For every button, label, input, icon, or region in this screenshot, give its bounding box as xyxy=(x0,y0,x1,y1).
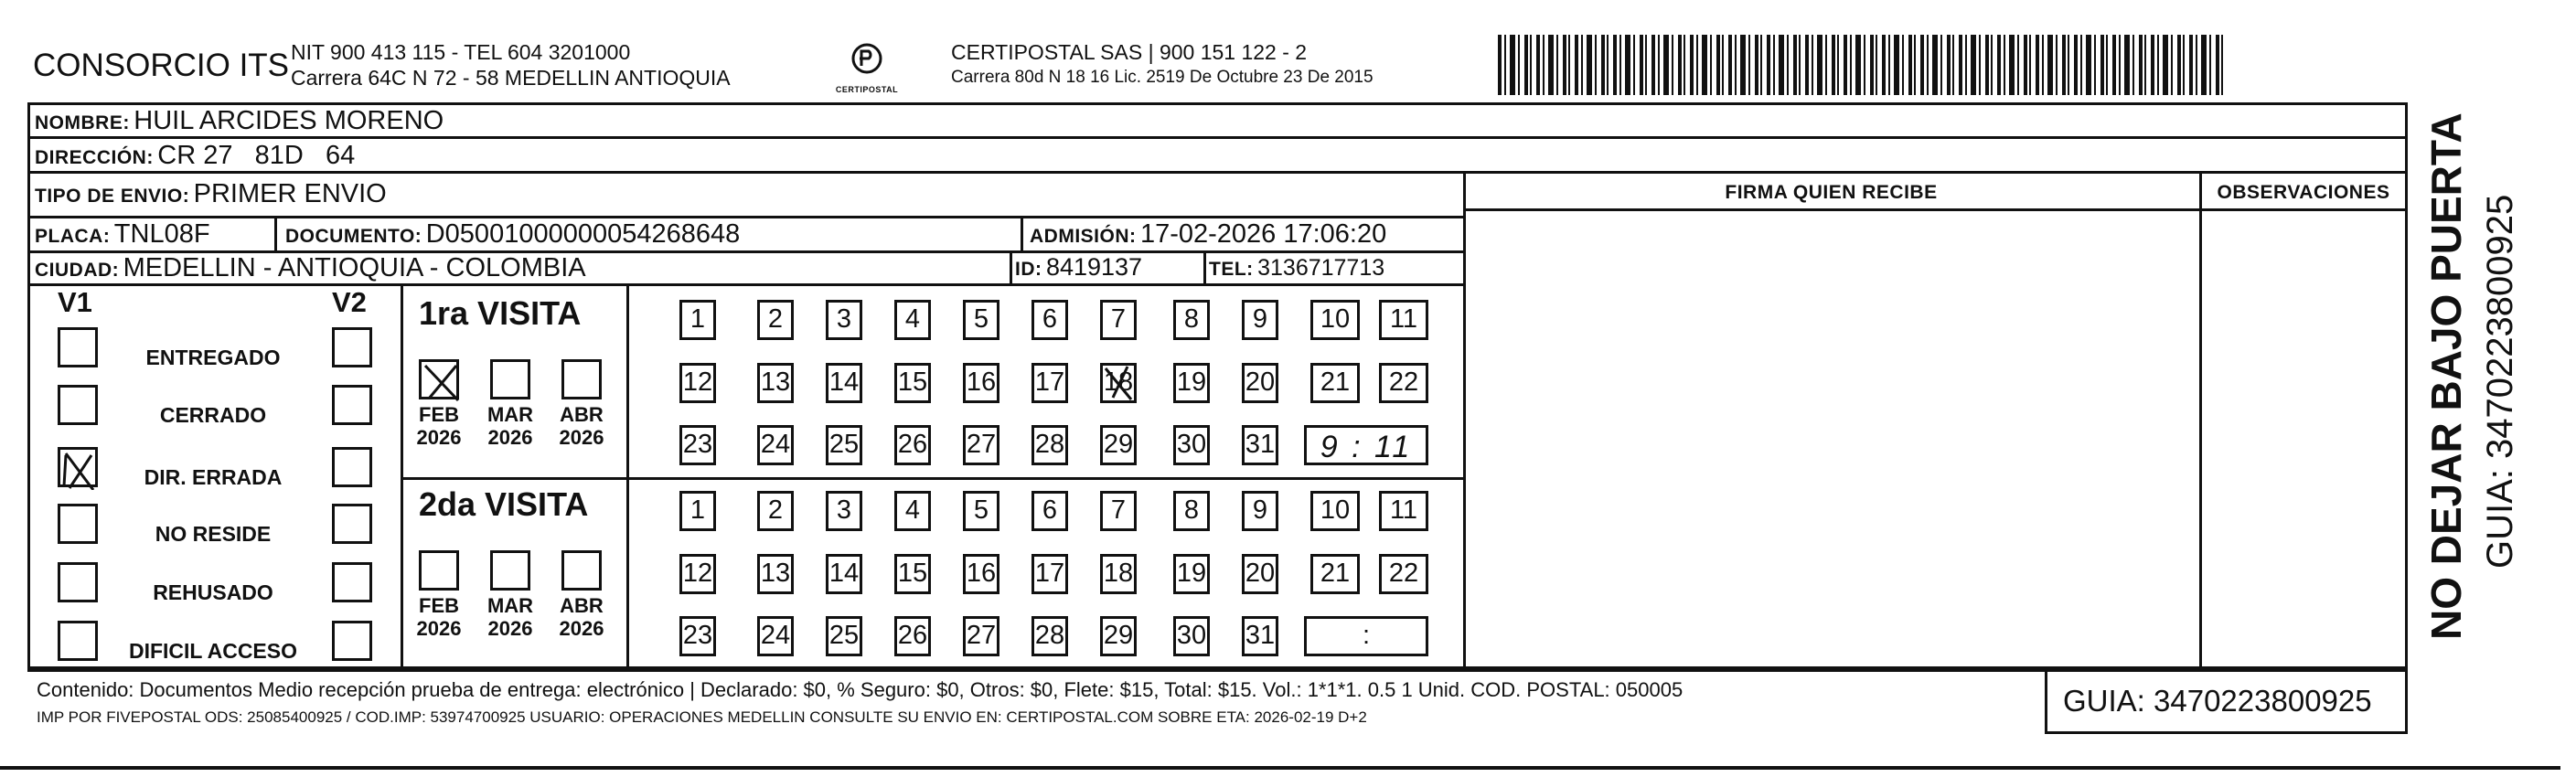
id-value: 8419137 xyxy=(1045,253,1143,281)
day-box[interactable]: 28 xyxy=(1031,616,1068,656)
day-box[interactable]: 7 xyxy=(1100,491,1137,531)
footer-guia: GUIA: 3470223800925 xyxy=(2063,684,2372,718)
direccion-value: CR 27 81D 64 xyxy=(157,141,356,170)
v2-label: V2 xyxy=(332,286,367,318)
nombre-field xyxy=(35,106,444,136)
v1-checkbox[interactable] xyxy=(58,562,98,602)
month-year: 2026 xyxy=(416,426,462,449)
day-box[interactable]: 3 xyxy=(826,491,862,531)
checklist-label: ENTREGADO xyxy=(145,346,281,369)
observaciones-area[interactable] xyxy=(2202,211,2405,668)
day-box[interactable]: 18 xyxy=(1100,363,1137,403)
day-box[interactable]: 2 xyxy=(757,491,794,531)
documento-value: D05001000000054268648 xyxy=(425,219,741,249)
day-box[interactable]: 31 xyxy=(1242,425,1278,465)
second-visit-title: 2da VISITA xyxy=(419,485,589,523)
day-box[interactable]: 29 xyxy=(1100,425,1137,465)
v2-checkbox[interactable] xyxy=(332,327,372,367)
month-checkbox[interactable] xyxy=(419,359,459,399)
day-box[interactable]: 3 xyxy=(826,300,862,340)
admision-value: 17-02-2026 17:06:20 xyxy=(1139,219,1387,249)
footer-line1: Contenido: Documentos Medio recepción prueba de entrega: electrónico | Declarado: $0, % Seguro: $0, Otros: $0, Flete: $15, Total: $15. Vol.: 1*1*1. 0.5 1 Unid. COD. POSTAL: 050005 xyxy=(37,678,1683,701)
v2-checkbox[interactable] xyxy=(332,447,372,487)
day-box[interactable]: 9 xyxy=(1242,300,1278,340)
day-box[interactable]: 20 xyxy=(1242,363,1278,403)
nombre-value: HUIL ARCIDES MORENO xyxy=(134,106,444,135)
company-line2: Carrera 64C N 72 - 58 MEDELLIN ANTIOQUIA xyxy=(291,66,731,90)
day-box[interactable]: 26 xyxy=(894,616,931,656)
barcode xyxy=(1498,35,2226,95)
month-name: MAR xyxy=(486,594,534,617)
documento-label: DOCUMENTO: xyxy=(285,226,422,247)
day-box[interactable]: 27 xyxy=(963,616,999,656)
courier-line1: CERTIPOSTAL SAS | 900 151 122 - 2 xyxy=(951,40,1308,64)
day-box[interactable]: 15 xyxy=(894,554,931,594)
day-box[interactable]: 31 xyxy=(1242,616,1278,656)
v2-checkbox[interactable] xyxy=(332,621,372,661)
day-box[interactable]: 19 xyxy=(1173,363,1210,403)
day-box[interactable]: 9 xyxy=(1242,491,1278,531)
v1-checkbox[interactable] xyxy=(58,447,98,487)
month-year: 2026 xyxy=(487,426,533,449)
day-box[interactable]: 14 xyxy=(826,363,862,403)
day-box[interactable]: 5 xyxy=(963,491,999,531)
day-box[interactable]: 15 xyxy=(894,363,931,403)
direccion-label: DIRECCIÓN: xyxy=(35,147,154,168)
day-box[interactable]: 13 xyxy=(757,554,794,594)
first-visit-time[interactable]: 9 : 11 xyxy=(1304,425,1428,465)
tipo-envio-label: TIPO DE ENVIO: xyxy=(35,186,190,207)
ciudad-value: MEDELLIN - ANTIOQUIA - COLOMBIA xyxy=(123,253,586,282)
month-label xyxy=(406,594,472,640)
tel-label: TEL: xyxy=(1209,259,1254,280)
day-box[interactable]: 1 xyxy=(679,491,716,531)
day-box[interactable]: 5 xyxy=(963,300,999,340)
day-box[interactable]: 23 xyxy=(679,616,716,656)
month-year: 2026 xyxy=(559,617,604,640)
day-box[interactable]: 30 xyxy=(1173,425,1210,465)
day-box[interactable]: 11 xyxy=(1379,300,1428,340)
month-label xyxy=(406,403,472,449)
v1-label: V1 xyxy=(58,286,92,318)
day-box[interactable]: 16 xyxy=(963,554,999,594)
day-box[interactable]: 20 xyxy=(1242,554,1278,594)
day-box[interactable]: 10 xyxy=(1310,300,1360,340)
v2-checkbox[interactable] xyxy=(332,504,372,544)
month-year: 2026 xyxy=(487,617,533,640)
month-label xyxy=(549,594,615,640)
tel-value: 3136717713 xyxy=(1257,255,1385,281)
day-box[interactable]: 12 xyxy=(679,554,716,594)
header xyxy=(0,0,2576,102)
month-checkbox[interactable] xyxy=(561,359,602,399)
checklist-label: CERRADO xyxy=(159,403,267,427)
second-visit-time[interactable]: : xyxy=(1304,616,1428,656)
first-visit-title: 1ra VISITA xyxy=(419,294,582,332)
day-box[interactable]: 17 xyxy=(1031,554,1068,594)
footer-line2: IMP POR FIVEPOSTAL ODS: 25085400925 / COD.IMP: 53974700925 USUARIO: OPERACIONES MEDELLIN CONSULTE SU ENVIO EN: CERTIPOSTAL.COM SOBRE ETA: 2026-02-19 D+2 xyxy=(37,708,1367,726)
logo-text: CERTIPOSTAL xyxy=(835,85,899,94)
day-box[interactable]: 6 xyxy=(1031,491,1068,531)
day-box[interactable]: 28 xyxy=(1031,425,1068,465)
nombre-label: NOMBRE: xyxy=(35,112,130,133)
day-box[interactable]: 17 xyxy=(1031,363,1068,403)
month-label xyxy=(477,594,543,640)
checklist-label: DIR. ERRADA xyxy=(144,465,283,489)
day-box[interactable]: 4 xyxy=(894,300,931,340)
v1-checkbox[interactable] xyxy=(58,504,98,544)
day-box[interactable]: 24 xyxy=(757,425,794,465)
placa-value: TNL08F xyxy=(113,219,210,249)
day-box[interactable]: 22 xyxy=(1379,554,1428,594)
v2-checkbox[interactable] xyxy=(332,385,372,425)
month-name: ABR xyxy=(560,594,604,617)
day-box[interactable]: 21 xyxy=(1310,363,1360,403)
x-mark-icon xyxy=(1100,363,1137,403)
company-name: CONSORCIO ITS xyxy=(33,48,290,83)
x-mark-icon xyxy=(60,450,101,490)
checklist-label: DIFICIL ACCESO xyxy=(128,639,297,663)
day-box[interactable]: 4 xyxy=(894,491,931,531)
checklist-label: REHUSADO xyxy=(153,580,273,604)
day-box[interactable]: 2 xyxy=(757,300,794,340)
direccion-field xyxy=(35,141,355,171)
logo-icon xyxy=(830,40,903,80)
placa-label: PLACA: xyxy=(35,226,111,247)
month-checkbox[interactable] xyxy=(490,359,530,399)
month-label xyxy=(477,403,543,449)
observaciones-header: OBSERVACIONES xyxy=(2217,182,2390,203)
day-box[interactable]: 8 xyxy=(1173,300,1210,340)
day-box[interactable]: 10 xyxy=(1310,491,1360,531)
month-name: FEB xyxy=(419,403,459,426)
ciudad-field xyxy=(35,253,586,283)
x-mark-icon xyxy=(422,362,462,402)
day-box[interactable]: 7 xyxy=(1100,300,1137,340)
admision-label: ADMISIÓN: xyxy=(1030,226,1137,247)
day-box[interactable]: 29 xyxy=(1100,616,1137,656)
month-year: 2026 xyxy=(416,617,462,640)
placa-field xyxy=(35,219,210,250)
day-box[interactable]: 25 xyxy=(826,616,862,656)
month-checkbox[interactable] xyxy=(561,550,602,591)
tipo-envio-value: PRIMER ENVIO xyxy=(193,179,387,208)
id-field xyxy=(1015,253,1142,282)
day-box[interactable]: 19 xyxy=(1173,554,1210,594)
v1-checkbox[interactable] xyxy=(58,621,98,661)
day-box[interactable]: 27 xyxy=(963,425,999,465)
id-label: ID: xyxy=(1015,259,1042,280)
month-year: 2026 xyxy=(559,426,604,449)
admision-field xyxy=(1030,219,1386,250)
day-box[interactable]: 22 xyxy=(1379,363,1428,403)
firma-header: FIRMA QUIEN RECIBE xyxy=(1725,182,1938,203)
month-name: FEB xyxy=(419,594,459,617)
month-checkbox[interactable] xyxy=(490,550,530,591)
checklist xyxy=(30,286,401,669)
v2-checkbox[interactable] xyxy=(332,562,372,602)
day-box[interactable]: 11 xyxy=(1379,491,1428,531)
tipo-envio-field xyxy=(35,179,387,209)
day-box[interactable]: 14 xyxy=(826,554,862,594)
day-box[interactable]: 16 xyxy=(963,363,999,403)
firma-area[interactable] xyxy=(1466,211,2197,668)
documento-field xyxy=(285,219,740,250)
day-box[interactable]: 13 xyxy=(757,363,794,403)
day-box[interactable]: 23 xyxy=(679,425,716,465)
day-box[interactable]: 1 xyxy=(679,300,716,340)
month-name: ABR xyxy=(560,403,604,426)
ciudad-label: CIUDAD: xyxy=(35,260,120,281)
day-box[interactable]: 12 xyxy=(679,363,716,403)
tel-field xyxy=(1209,255,1384,282)
v1-checkbox[interactable] xyxy=(58,327,98,367)
day-box[interactable]: 18 xyxy=(1100,554,1137,594)
month-name: MAR xyxy=(486,403,534,426)
day-box[interactable]: 21 xyxy=(1310,554,1360,594)
month-label xyxy=(549,403,615,449)
v1-checkbox[interactable] xyxy=(58,385,98,425)
month-checkbox[interactable] xyxy=(419,550,459,591)
day-box[interactable]: 24 xyxy=(757,616,794,656)
day-box[interactable]: 26 xyxy=(894,425,931,465)
day-box[interactable]: 6 xyxy=(1031,300,1068,340)
day-box[interactable]: 8 xyxy=(1173,491,1210,531)
company-line1: NIT 900 413 115 - TEL 604 3201000 xyxy=(291,40,631,64)
courier-line2: Carrera 80d N 18 16 Lic. 2519 De Octubre 23 De 2015 xyxy=(951,68,1374,87)
no-dejar-bajo-puerta: NO DEJAR BAJO PUERTA xyxy=(2422,112,2470,640)
day-box[interactable]: 25 xyxy=(826,425,862,465)
day-box[interactable]: 30 xyxy=(1173,616,1210,656)
certipostal-logo xyxy=(830,40,903,97)
side-guia: GUIA: 3470223800925 xyxy=(2480,194,2520,569)
checklist-label: NO RESIDE xyxy=(155,522,272,546)
